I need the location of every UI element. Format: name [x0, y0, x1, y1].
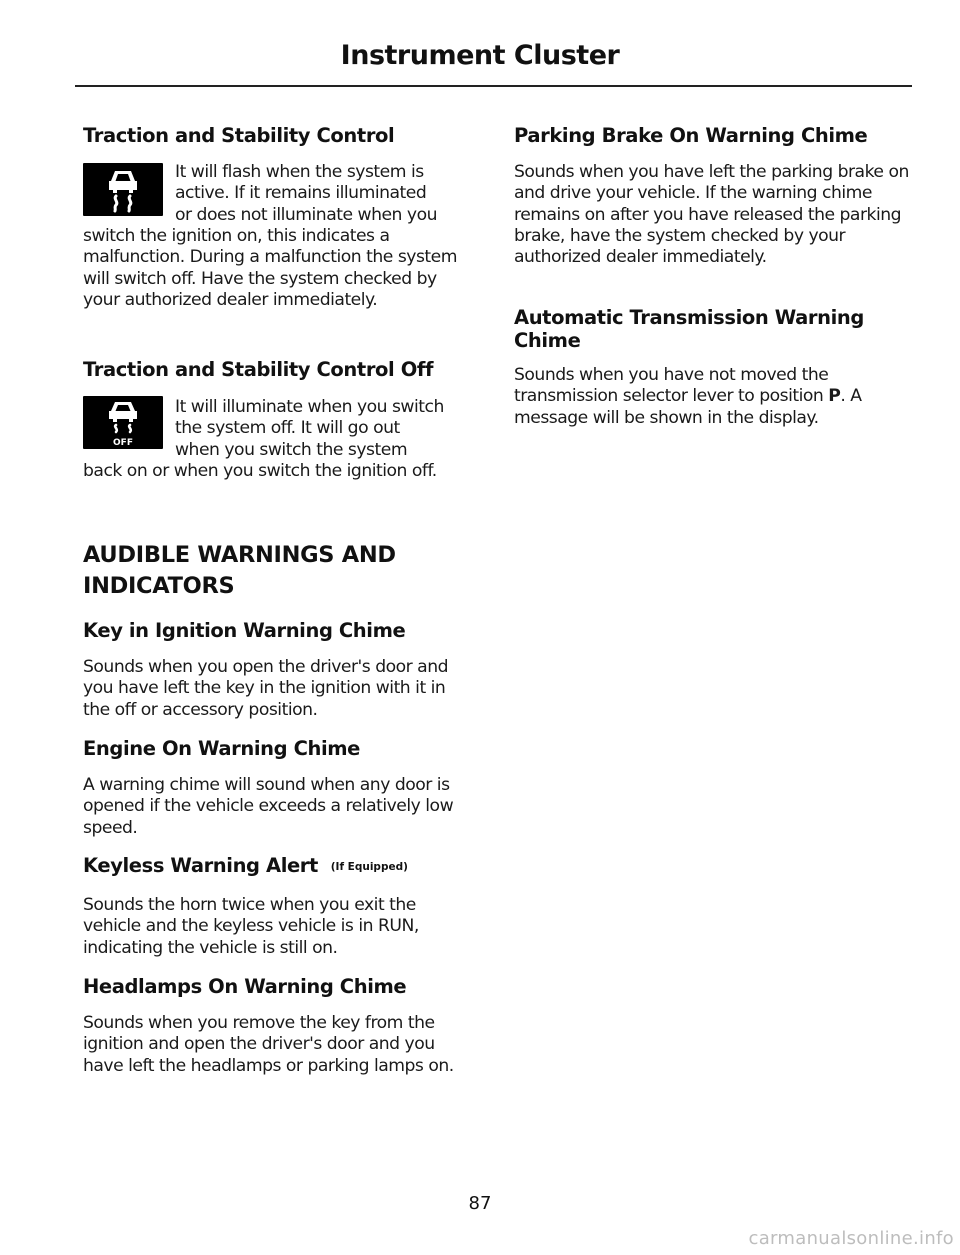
page-number: 87 [468, 1193, 492, 1214]
headlamps-on-body: Sounds when you remove the key from the ignition and open the driver's door and you have left the headlamps or parking lamps on. [83, 1013, 454, 1076]
off-label: OFF [113, 438, 133, 448]
section-heading-key-in-ignition: Key in Ignition Warning Chime [83, 619, 406, 642]
key-in-ignition-body: Sounds when you open the driver's door and you have left the key in the ignition with it in the off or accessory position. [83, 657, 449, 720]
section-heading-headlamps-on: Headlamps On Warning Chime [83, 975, 407, 998]
section-heading-parking-brake: Parking Brake On Warning Chime [514, 124, 868, 147]
if-equipped-qualifier: (If Equipped) [330, 861, 408, 873]
position-p-label: P [828, 386, 841, 407]
text-line: It will flash when the system is [175, 162, 424, 182]
transmission-body-text: Sounds when you have not moved the transmission selector lever to position [514, 365, 829, 407]
page-header-title: Instrument Cluster [340, 40, 620, 71]
section-heading-engine-on: Engine On Warning Chime [83, 737, 360, 760]
text-line: or does not illuminate when you [175, 204, 437, 225]
section-heading-automatic-transmission: Automatic Transmission Warning Chime [514, 306, 864, 352]
section-heading-audible-warnings: AUDIBLE WARNINGS AND INDICATORS [83, 542, 396, 599]
parking-brake-body: Sounds when you have left the parking brake on and drive your vehicle. If the warning chime remains on after you have released the parking brake, have the system checked by your authorized dealer immediately. [514, 162, 909, 268]
traction-control-off-icon-text [175, 397, 444, 461]
text-line: active. If it remains illuminated [175, 183, 427, 204]
traction-control-off-icon [83, 396, 163, 449]
section-heading-keyless-warning [83, 854, 408, 881]
transmission-body-text-end: . A message will be shown in the display. [514, 386, 862, 428]
watermark: carmanualsonline.info [748, 1228, 954, 1249]
section-heading-traction-stability: Traction and Stability Control [83, 124, 395, 147]
traction-control-off-body: back on or when you switch the ignition off. [83, 461, 437, 481]
engine-on-body: A warning chime will sound when any door is opened if the vehicle exceeds a relatively low speed. [83, 775, 454, 838]
header-divider [75, 85, 912, 87]
text-line: the system off. It will go out [175, 418, 400, 439]
traction-control-icon [83, 163, 163, 216]
traction-control-body: switch the ignition on, this indicates a malfunction. During a malfunction the system will switch off. Have the system checked by your authorized dealer immediately. [83, 226, 457, 310]
traction-control-icon-text [175, 162, 437, 226]
keyless-warning-body: Sounds the horn twice when you exit the vehicle and the keyless vehicle is in RUN, indicating the vehicle is still on. [83, 895, 419, 958]
text-line: when you switch the system [175, 439, 408, 460]
text-line: It will illuminate when you switch [175, 397, 444, 417]
automatic-transmission-body [514, 365, 904, 429]
section-heading-traction-stability-off: Traction and Stability Control Off [83, 358, 434, 381]
keyless-heading-text: Keyless Warning Alert [83, 854, 318, 877]
